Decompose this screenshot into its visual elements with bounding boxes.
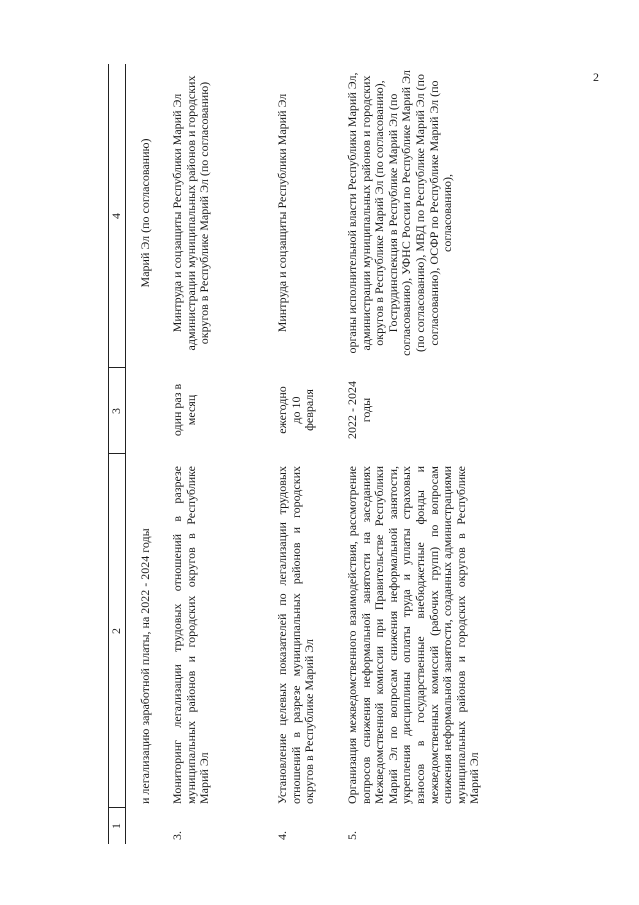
continuation-measure: и легализацию заработной платы, на 2022 - 2024 годы	[138, 528, 152, 804]
row-5-term: 2022 - 2024 годы	[345, 381, 373, 439]
row-3-responsible: Минтруда и соцзащиты Республики Марий Эл администрации муниципальных районов и городских округов в Республике Марий Эл (по согласованию)	[170, 75, 212, 351]
continuation-responsible: Марий Эл (по согласованию)	[138, 138, 152, 288]
header-col1: 1	[109, 823, 123, 829]
row-4-term: ежегодно до 10 февраля	[275, 386, 317, 434]
page-number: 2	[593, 70, 599, 84]
row-3-measure: Мониторинг легализации трудовых отношений в разрезе муниципальных районов и городских округов в Республике Марий Эл	[170, 466, 212, 804]
row-4-number: 4.	[275, 831, 289, 840]
measures-table	[78, 64, 578, 844]
row-5-responsible: органы исполнительной власти Республики Марий Эл, администрации муниципальных районов и городских округов в Республике Марий Эл (по согласованию), Гострудинспекция в Республике Марий Эл (по согласованию), УФНС России по Республике Марий Эл (по согласованию), МВД по Республике Марий Эл (по согласованию), ОСФР по Республике Марий Эл (по согласованию),	[345, 70, 455, 356]
header-col4: 4	[109, 213, 123, 219]
header-col3: 3	[109, 408, 123, 414]
row-5-number: 5.	[345, 831, 359, 840]
row-4-measure: Установление целевых показателей по легализации трудовых отношений в разрезе муниципальных районов и городских округов в Республике Марий Эл	[275, 466, 317, 804]
table-header-border	[125, 64, 126, 844]
rotated-page-content	[78, 64, 578, 844]
table-top-border	[108, 64, 109, 844]
row-5-measure: Организация межведомственного взаимодействия, рассмотрение вопросов снижения неформальной занятости на заседаниях Межведомственной комиссии при Правительстве Республики Марий Эл по вопросам снижения неформальной занятости, укрепления дисциплины оплаты труда и уплаты страховых взносов в государственные внебюджетные фонды и межведомственных комиссий (рабочих групп) по вопросам снижения неформальной занятости, созданных администрациями муниципальных районов и городских округов в Республике Марий Эл	[345, 466, 482, 804]
row-4-responsible: Минтруда и соцзащиты Республики Марий Эл	[275, 93, 289, 333]
row-3-number: 3.	[170, 831, 184, 840]
header-col2: 2	[109, 628, 123, 634]
row-3-term: один раз в месяц	[170, 383, 198, 437]
